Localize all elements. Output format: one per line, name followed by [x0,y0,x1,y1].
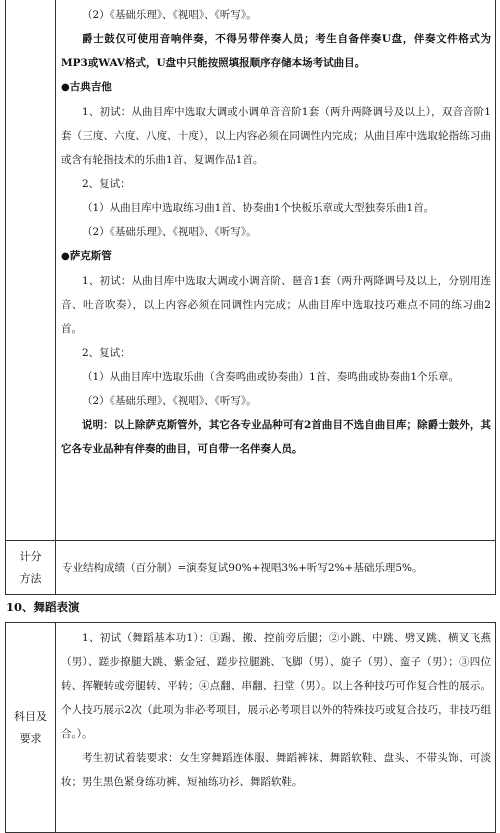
scoring-content-cell [56,541,496,595]
sax-retest-label: 2、复试： [82,347,131,359]
sax-section-title: ●萨克斯管 [61,250,112,262]
scoring-row [6,541,496,595]
dance-subject-label: 科目及 要求 [6,623,56,833]
guitar-retest-item-2: （2）《基础乐理》、《视唱》、《听写》。 [82,226,257,238]
requirements-row [6,0,496,541]
bullet-icon: ● [61,82,70,93]
dance-table [5,622,496,833]
guitar-section-title: ●古典吉他 [61,81,112,93]
dance-content-cell [56,623,496,833]
general-note: 说明：以上除萨克斯管外，其它各专业品种可有2首曲目不选自曲目库；除爵士鼓外，其它各专业品种有伴奏的曲目，可自带一名伴奏人员。 [61,419,491,455]
dance-preliminary: 1、初试（舞蹈基本功1）：①踢、搬、控前旁后腿；②小跳、中跳、劈叉跳、横叉飞燕（男）、蹉步撩腿大跳、紫金冠、蹉步拉腿跳、飞脚（男）、旋子（男）、蛮子（男）；③四位转、挥鞭转或旁腿转、平转；④点翻、串翻、扫堂（男）。以上各种技巧可作复合性的展示。个人技巧展示2次（此项为非必考项目，展示必考项目以外的特殊技巧或复合技巧，非技巧组合。）。 [61,632,491,740]
requirements-content-cell [56,0,496,541]
guitar-retest-item-1: （1）从曲目库中选取练习曲1首、协奏曲1个快板乐章或大型独奏乐曲1首。 [82,202,435,214]
jazz-accompaniment-note: 爵士鼓仅可使用音响伴奏，不得另带伴奏人员；考生自备伴奏U盘，伴奏文件格式为MP3或WAV格式，U盘中只能按照填报顺序存储本场考试曲目。 [61,33,491,69]
guitar-preliminary: 1、初试：从曲目库中选取大调或小调单音音阶1套（两升两降调号及以上），双音音阶1套（三度、六度、八度、十度），以上内容必须在同调性内完成；从曲目库中选取轮指练习曲或含有轮指技术的乐曲1首、复调作品1首。 [61,106,491,166]
jazz-retest-theory: （2）《基础乐理》、《视唱》、《听写》。 [82,9,257,21]
scoring-formula: 专业结构成绩（百分制）=演奏复试90%+视唱3%+听写2%+基础乐理5%。 [62,561,423,574]
sax-preliminary: 1、初试：从曲目库中选取大调或小调音阶、琶音1套（两升两降调号及以上，分别用连音、吐音吹奏），以上内容必须在同调性内完成；从曲目库中选取技巧难点不同的练习曲2首。 [61,275,491,335]
scoring-label: 计分 方法 [6,541,56,595]
bullet-icon: ● [61,251,70,262]
dance-row [6,623,496,833]
section-heading-dance: 10、舞蹈表演 [6,600,80,614]
label-cell-empty [6,0,56,541]
sax-retest-item-1: （1）从曲目库中选取乐曲（含奏鸣曲或协奏曲）1首、奏鸣曲或协奏曲1个乐章。 [82,371,460,383]
guitar-retest-label: 2、复试： [82,178,131,190]
sax-retest-item-2: （2）《基础乐理》、《视唱》、《听写》。 [82,395,257,407]
requirements-table [5,0,496,595]
dance-dress-code: 考生初试着装要求：女生穿舞蹈连体服、舞蹈裤袜、舞蹈软鞋、盘头、不带头饰、可淡妆；男生黑色紧身练功裤、短袖练功衫、舞蹈软鞋。 [61,752,491,788]
